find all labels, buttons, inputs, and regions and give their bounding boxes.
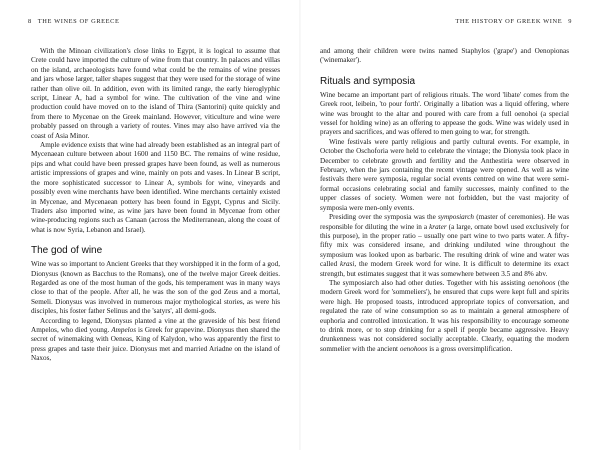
- paragraph: Wine was so important to Ancient Greeks that they worshipped it in the form of a god, Dionysus (known as Bacchus to the Romans), one of the twelve major Greek deities. Regarded as one of the most human of the gods, his temperament was in many ways close to that of the people. After all, he was the son of the god Zeus and a mortal, Semeli. Dionysus was involved in numerous major mythological stories, as were his disciples, his foster father Selinus and the 'satyrs', all demi-gods.: [31, 260, 280, 316]
- paragraph: [320, 213, 569, 279]
- right-page: [300, 0, 600, 450]
- paragraph: Wine became an important part of religious rituals. The word 'libate' comes from the Greek root, leibein, 'to pour forth'. Originally a libation was a liquid offering, where wine was brought to the altar and poured with care from a full oenohoi (a special vessel for holding wine) as an offering to appease the gods. Wine was widely used in prayers and sacrifices, and was offered to men going to war, for strength.: [320, 90, 569, 137]
- text-run: , the modern Greek word for wine. It is difficult to determine its exact strength, but estimates suggest that it was somewhere between 3.5 and 8% abv.: [320, 260, 569, 278]
- right-page-number: 9: [568, 17, 572, 25]
- italic-term: symposiarch: [437, 213, 475, 222]
- left-running-header: [28, 12, 280, 30]
- italic-term: oenohoos: [399, 344, 428, 353]
- text-run: According to legend, Dionysus planted a vine at the graveside of his best friend Ampelos, who died young.: [31, 316, 280, 334]
- paragraph: Ample evidence exists that wine had already been established as an integral part of Mycenaean culture between about 1600 and 1150 BC. The remains of wine residue, pips and what could have been pressed grapes have been found, as well as numerous artistic impressions of grapes and wine, mainly on pots and vases. In Linear B script, the more sophisticated successor to Linear A, symbols for wine, vineyards and possibly even wine merchants have been identified. Wine merchants certainly existed in Mycenae, and Mycenaean pottery has been found in Egypt, Cyprus and Sicily. Traders also imported wine, as wine jars have been found in Mycenae from other wine-producing regions such as Canaan (across the Mediterranean, along the coast of what is now Syria, Lebanon and Israel).: [31, 141, 280, 234]
- text-run: is Greek for grapevine. Dionysus then shared the secret of winemaking with Oeneas, King of Kalydon, who was apparently the first to press grapes and taste their juice. Dionysus met and married Ariadne on the island of Naxos,: [31, 325, 280, 363]
- italic-term: Ampelos: [111, 325, 137, 334]
- right-running-head: THE HISTORY OF GREEK WINE: [455, 17, 563, 25]
- left-page-body: [31, 47, 280, 364]
- section-heading-rituals: Rituals and symposia: [320, 75, 416, 87]
- section-heading-god-of-wine: The god of wine: [31, 245, 103, 257]
- text-run: is a gross oversimplification.: [427, 344, 513, 353]
- right-running-header: [320, 12, 572, 30]
- italic-term: krater: [429, 222, 447, 231]
- text-run: (master of ceremonies). He was responsible for diluting the wine in a: [320, 213, 569, 231]
- text-run: The symposiarch also had other duties. Together with his assisting: [329, 278, 528, 287]
- italic-term: oenohoos: [527, 278, 556, 287]
- text-run: (a large, ornate bowl used exclusively for this purpose), in the proper ratio – usually one part wine to two parts water. A fifty-fifty mix was considered insane, and drinking undiluted wine throughout the symposium was looked upon as barbaric. The resulting drink of wine and water was called: [320, 222, 569, 269]
- paragraph: With the Minoan civilization's close links to Egypt, it is logical to assume that Crete could have imported the culture of wine from that country. In palaces and villas on the island, archaeologists have found what could be the remains of wine presses and jars whose larger, taller shapes suggest that they were used for the storage of wine rather than olive oil. In addition, even with its limited range, the early hieroglyphic script, Linear A, had a symbol for wine. The cultivation of the vine and wine production could have moved on to the island of Thira (Santorini) quite quickly and from there to Mycenae on the Greek mainland. However, viticulture and wine were probably passed on through a variety of routes. Vines may also have arrived via the coast of Asia Minor.: [31, 47, 280, 140]
- text-run: (the modern Greek word for 'sommeliers'), he ensured that cups were kept full and spirits were high. He proposed toasts, introduced appropriate topics of conversation, and regulated the rate of wine consumption so as to maintain a general atmosphere of euphoria and controlled intoxication. It was his responsibility to encourage someone to drink more, or to stop drinking for a spell if people became aggressive. Heavy drunkenness was not considered socially acceptable. Clearly, equating the modern sommelier with the ancient: [320, 278, 569, 353]
- paragraph: [31, 317, 280, 364]
- paragraph: [320, 279, 569, 354]
- paragraph: and among their children were twins named Staphylos ('grape') and Oenopionas ('winemaker').: [320, 47, 569, 65]
- left-page-number: 8: [28, 17, 32, 25]
- italic-term: krasi: [340, 260, 355, 269]
- right-page-body: [320, 47, 569, 354]
- text-run: Presiding over the symposia was the: [329, 213, 438, 222]
- paragraph: Wine festivals were partly religious and partly cultural events. For example, in October the Oschoforia were held to celebrate the vintage; the Dionysia took place in December to celebrate growth and fertility and the Anthestiria were observed in February, when the jars containing the recent vintage were opened. As well as wine festivals there were symposia, regular social events centred on wine that were semi-formal occasions celebrating social and family successes, mainly confined to the upper classes of society. Women were not forbidden, but the vast majority of symposia were men-only events.: [320, 137, 569, 212]
- left-running-head: THE WINES OF GREECE: [37, 17, 120, 25]
